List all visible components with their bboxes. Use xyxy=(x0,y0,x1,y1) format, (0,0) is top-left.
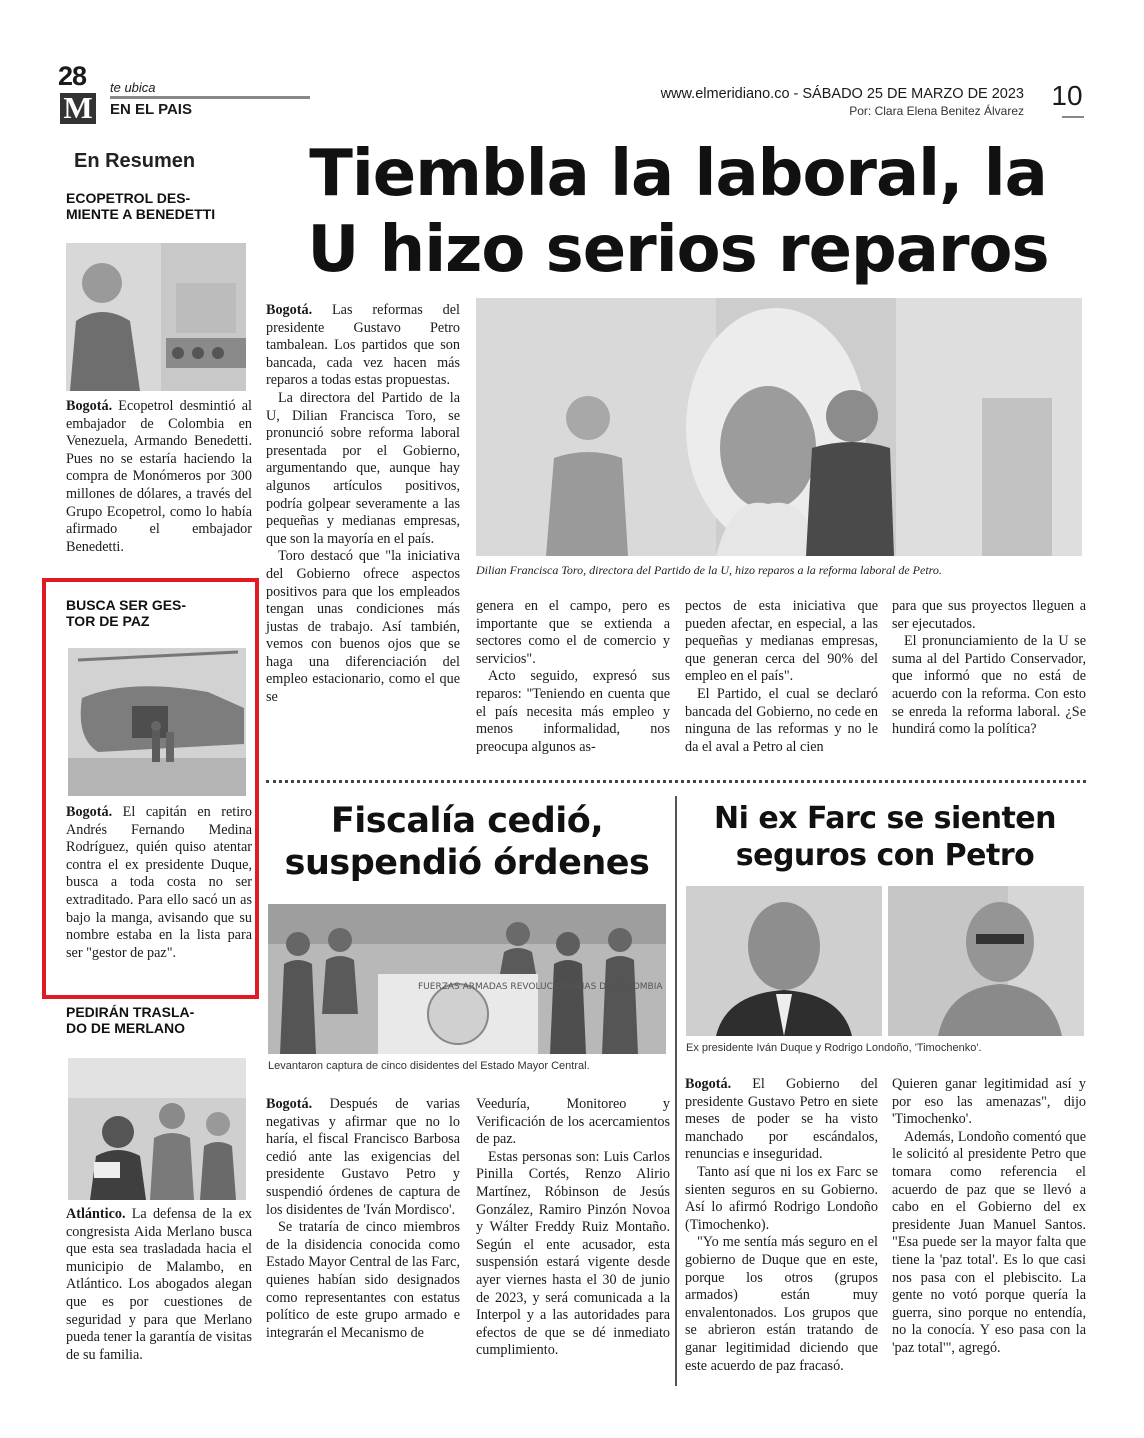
main-story-col-3: pectos de esta iniciativa que pueden afectar, en especial, a las pequeñas y medianas empresas, que generan cerca del 90% del empleo en el país". El Partido, el cual se declaró bancada del Gobierno, no cede en ninguna de las reformas y no le da el aval a Petro al cien xyxy=(685,598,878,755)
sidebar-item-body: Atlántico. La defensa de la ex congresista Aida Merlano busca que esta sea trasladada hacia el municipio de Malambo, en Atlántico. Los abogados alegan que es por cuestiones de seguridad y para que Merlano pueda tener la garantía de visitas de su familia. xyxy=(66,1206,252,1363)
banner-text: FUERZAS ARMADAS REVOLUCIONARIAS DE COLOMBIA xyxy=(418,982,663,992)
farc-headline: Ni ex Farc se sienten seguros con Petro xyxy=(713,801,1056,873)
disidentes-photo-caption: Levantaron captura de cinco disidentes del Estado Mayor Central. xyxy=(268,1060,590,1072)
section-divider xyxy=(266,780,1086,783)
page-number: 10 xyxy=(1051,80,1083,111)
fiscalia-col-1: Bogotá. Después de varias negativas y afirmar que no lo haría, el fiscal Francisco Barbosa cedió ante las exigencias del presidente Gustavo Petro y suspendió órdenes de captura de los disidentes de 'Iván Mordisco'. Se trataría de cinco miembros de la disidencia conocida como Estado Mayor Central de las Farc, quienes habían sido designados como representantes con estatus político de este grupo armado e integrarán el Mecanismo de xyxy=(266,1096,460,1341)
highlight-box xyxy=(42,578,259,999)
fiscalia-headline: Fiscalía cedió, suspendió órdenes xyxy=(284,801,650,883)
sidebar-item-body: Bogotá. Ecopetrol desmintió al embajador de Colombia en Venezuela, Armando Benedetti. Pues no se estaría haciendo la compra de Monómeros por 300 millones de dólares, a través del Grupo Ecopetrol, como lo había afirmado el embajador Benedetti. xyxy=(66,398,252,555)
sidebar-headline: PEDIRÁN TRASLA- DO DE MERLANO xyxy=(66,1004,195,1036)
main-headline-line-1: Tiembla la laboral, la xyxy=(309,137,1047,211)
sidebar-item-body: Bogotá. El capitán en retiro Andrés Fernando Medina Rodríguez, quién quiso atentar contra el ex presidente Duque, busca a toda costa no ser extraditado. Para ello sacó un as bajo la manga, avisando que su nombre estaba en la lista para ser "gestor de paz". xyxy=(66,804,252,961)
section-tag: te ubica xyxy=(110,80,156,95)
column-divider xyxy=(675,796,677,1386)
sidebar-title: En Resumen xyxy=(74,150,196,172)
page-number-rule xyxy=(1062,116,1084,118)
farc-col-2: Quieren ganar legitimidad así y por eso las amenazas", dijo 'Timochenko'. Además, Londoño comentó que le solicitó al presidente Petro que tomara como referencia el acuerdo de paz que se llevó a cabo en el Gobierno del ex presidente Juan Manuel Santos. "Esa puede ser la mayor falta que tiene la 'paz total'. Es lo que casi nos pasa con el plebiscito. La gente no votó porque quería la guerra, sino porque no entendía, no la conocía. Y eso pasa con la 'paz total'", agregó. xyxy=(892,1076,1086,1356)
logo-letter: M xyxy=(63,90,93,125)
farc-col-1: Bogotá. El Gobierno del presidente Gustavo Petro en siete meses de poder se ha visto manchado por escándalos, renuncias e inseguridad. Tanto así que ni los ex Farc se sienten seguros en su Gobierno. Así lo afirmó Rodrigo Londoño (Timochenko). "Yo me sentía más seguro en el gobierno de Duque que en este, porque los otros (grupos armados) están muy envalentonados. Los grupos que se abrieron están tratando de ganar legitimidad diciendo que este acuerdo de paz fracasó. xyxy=(685,1076,878,1374)
disidentes-photo xyxy=(268,904,666,1054)
timochenko-photo xyxy=(888,886,1084,1036)
main-story-col-2: genera en el campo, pero es importante que se extienda a sectores como el de comercio y servicios". Acto seguido, expresó sus reparos: "Teniendo en cuenta que el país necesita más empleo y menos informalidad, nos preocupa algunos as- xyxy=(476,598,670,755)
sidebar-item xyxy=(66,1004,250,1036)
page-number-small: 28 xyxy=(58,61,87,91)
author-byline: Por: Clara Elena Benitez Álvarez xyxy=(849,104,1024,118)
fiscalia-col-2: Veeduría, Monitoreo y Verificación de los acercamientos de paz. Estas personas son: Luis Carlos Pinilla Cortés, Renzo Alirio Martínez, Róbinson de Jesús González, Ramiro Pinzón Novoa y Wálter Freddy Ruiz Montaño. Según el ente acusador, esta suspensión estará vigente desde ayer viernes hasta el 30 de junio de 2023, y será comunicada a la Interpol y a las autoridades para efectos de que se dé inmediato cumplimiento. xyxy=(476,1096,670,1359)
benedetti-photo xyxy=(66,243,246,391)
dilian-toro-photo-caption: Dilian Francisca Toro, directora del Partido de la U, hizo reparos a la reforma laboral de Petro. xyxy=(476,563,942,577)
sidebar-headline: ECOPETROL DES- MIENTE A BENEDETTI xyxy=(66,190,216,222)
main-story-col-1: Bogotá. Las reformas del presidente Gustavo Petro tambalean. Los partidos que son bancada, cada vez hacen más reparos a todas estas propuestas. La directora del Partido de la U, Dilian Francisca Toro, se pronunció sobre reforma laboral presentada por el Gobierno, argumentando que, aunque hay algunos artículos positivos, podría golpear severamente a las pequeñas y medianas empresas, que son la mayoría en el país. Toro destacó que "la iniciativa del Gobierno ofrece aspectos positivos para que los empleados tengan unas condiciones más justas de trabajo. Así también, vemos con buenos ojos que se haga una diferenciación del empleo estacionario, como el que se xyxy=(266,302,460,706)
site-date-line: www.elmeridiano.co - SÁBADO 25 DE MARZO DE 2023 xyxy=(660,86,1024,102)
main-headline-line-2: U hizo serios reparos xyxy=(307,213,1049,287)
section-name: EN EL PAIS xyxy=(110,101,192,118)
duque-photo xyxy=(686,886,882,1036)
merlano-photo xyxy=(68,1058,246,1200)
sidebar-item xyxy=(66,190,250,222)
logo-m-badge xyxy=(60,90,96,125)
main-story-col-4: para que sus proyectos lleguen a ser ejecutados. El pronunciamiento de la U se suma al del Partido Conservador, que informó que no está de acuerdo con la reforma. Con esto se enreda la reforma laboral. ¿Se hundirá como la política? xyxy=(892,598,1086,738)
sidebar-headline: BUSCA SER GES- TOR DE PAZ xyxy=(66,597,187,629)
dilian-toro-photo xyxy=(476,298,1082,556)
main-headline xyxy=(268,136,1088,288)
duque-timochenko-caption: Ex presidente Iván Duque y Rodrigo Londoño, 'Timochenko'. xyxy=(686,1042,982,1054)
masthead xyxy=(0,0,1144,140)
section-rule xyxy=(110,96,310,99)
